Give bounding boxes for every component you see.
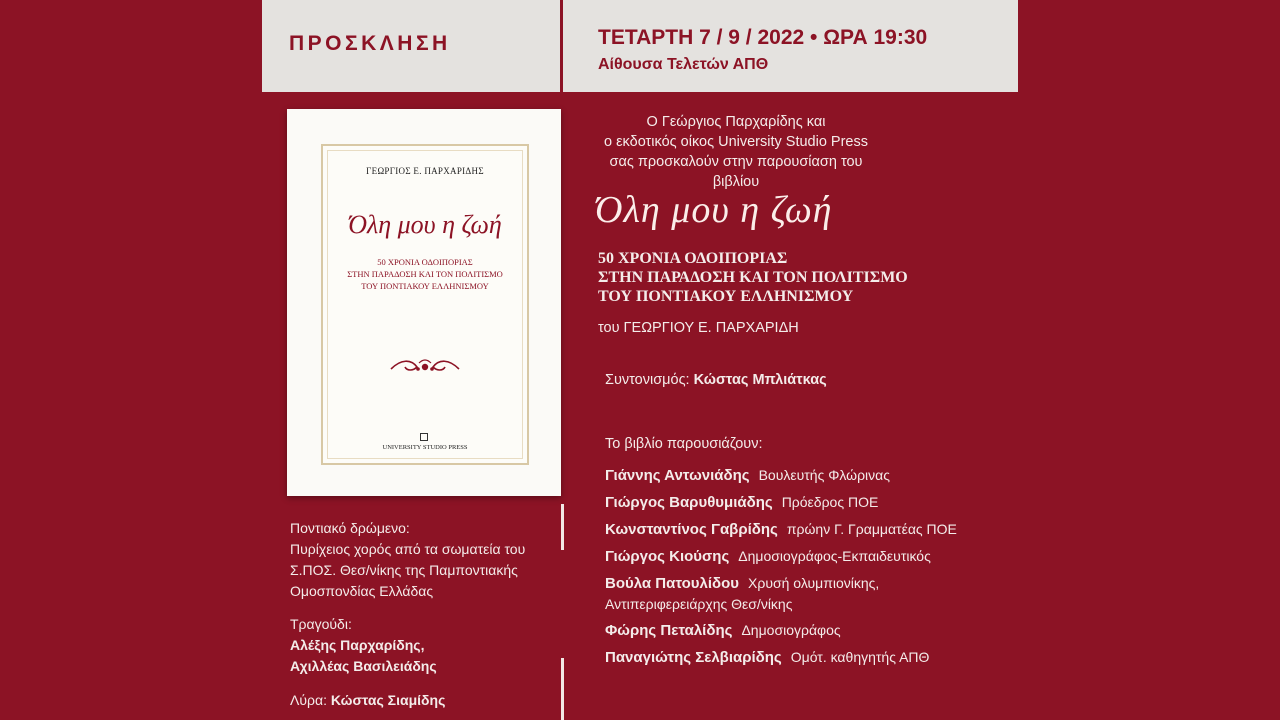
presenter-item	[605, 492, 1005, 513]
book-subtitle-line: ΣΤΗΝ ΠΑΡΑΔΟΣΗ ΚΑΙ ΤΟΝ ΠΟΛΙΤΙΣΜΟ	[598, 269, 908, 286]
intro-line: ο εκδοτικός οίκος University Studio Press	[604, 134, 868, 150]
cover-publisher: UNIVERSITY STUDIO PRESS	[382, 444, 468, 451]
presenter-name: Φώρης Πεταλίδης	[605, 622, 733, 639]
book-title: Όλη μου η ζωή	[595, 189, 833, 231]
publisher-logo-icon	[420, 433, 428, 441]
song-block	[290, 614, 560, 677]
presenter-item	[605, 519, 1005, 540]
coordination	[605, 372, 827, 388]
cover-author: ΓΕΩΡΓΙΟΣ Ε. ΠΑΡΧΑΡΙΔΗΣ	[366, 166, 484, 176]
presenter-name: Παναγιώτης Σελβιαρίδης	[605, 649, 782, 666]
cover-frame	[321, 144, 529, 465]
event-date-time: ΤΕΤΑΡΤΗ 7 / 9 / 2022 • ΩΡΑ 19:30	[598, 26, 928, 49]
presenter-name: Κωνσταντίνος Γαβρίδης	[605, 521, 778, 538]
header-divider	[560, 0, 563, 92]
presenter-item	[605, 573, 1005, 614]
presenter-name: Γιάννης Αντωνιάδης	[605, 467, 750, 484]
cover-subtitle	[333, 256, 517, 292]
dance-line: Σ.ΠΟΣ. Θεσ/νίκης της Παμποντιακής	[290, 562, 518, 578]
dance-line: Ομοσπονδίας Ελλάδας	[290, 583, 434, 599]
column-divider	[561, 504, 564, 550]
invitation-intro	[586, 112, 886, 192]
cover-title: Όλη μου η ζωή	[348, 210, 502, 239]
dance-label: Ποντιακό δρώμενο:	[290, 520, 410, 536]
right-margin	[1018, 0, 1280, 720]
presenter-role: Δημοσιογράφος	[741, 622, 841, 638]
coordinator-name: Κώστας Μπλιάτκας	[693, 372, 827, 388]
book-cover-image	[287, 109, 561, 496]
presenter-item	[605, 620, 1005, 641]
presenter-item	[605, 546, 1005, 567]
presenter-name: Γιώργος Βαρυθυμιάδης	[605, 494, 773, 511]
presenter-item	[605, 465, 1005, 486]
book-author: του ΓΕΩΡΓΙΟΥ Ε. ΠΑΡΧΑΡΙΔΗ	[598, 320, 799, 336]
book-subtitle-line: ΤΟΥ ΠΟΝΤΙΑΚΟΥ ΕΛΛΗΝΙΣΜΟΥ	[598, 288, 854, 305]
cover-subtitle-line: ΣΤΗΝ ΠΑΡΑΔΟΣΗ ΚΑΙ ΤΟΝ ΠΟΛΙΤΙΣΜΟ	[347, 269, 503, 279]
lyra-player-name: Κώστας Σιαμίδης	[330, 692, 446, 708]
presenter-name: Γιώργος Κιούσης	[605, 548, 730, 565]
singer-name: Αχιλλέας Βασιλειάδης	[290, 658, 437, 674]
cover-inner-border	[327, 150, 523, 459]
column-divider	[561, 658, 564, 720]
lyra-label: Λύρα:	[290, 692, 327, 708]
ornament-icon	[389, 355, 461, 377]
presenter-role: Πρόεδρος ΠΟΕ	[781, 494, 879, 510]
song-label: Τραγούδι:	[290, 616, 352, 632]
presenter-role: πρώην Γ. Γραμματέας ΠΟΕ	[786, 521, 957, 537]
book-subtitle-line: 50 ΧΡΟΝΙΑ ΟΔΟΙΠΟΡΙΑΣ	[598, 250, 788, 267]
left-margin	[0, 0, 262, 720]
presenter-role: Δημοσιογράφος-Εκπαιδευτικός	[738, 548, 931, 564]
presenters-list	[605, 465, 1005, 674]
dance-line: Πυρίχειος χορός από τα σωματεία του	[290, 541, 526, 557]
intro-line: Ο Γεώργιος Παρχαρίδης και	[646, 114, 826, 130]
dance-block	[290, 518, 560, 602]
presenter-role: Βουλευτής Φλώρινας	[758, 467, 891, 483]
presenter-role: Ομότ. καθηγητής ΑΠΘ	[790, 649, 930, 665]
event-venue: Αίθουσα Τελετών ΑΠΘ	[598, 56, 769, 73]
lyra-block	[290, 690, 560, 711]
coordination-label: Συντονισμός:	[605, 372, 690, 388]
book-subtitle	[598, 249, 908, 306]
cover-subtitle-line: 50 ΧΡΟΝΙΑ ΟΔΟΙΠΟΡΙΑΣ	[377, 257, 473, 267]
intro-line: σας προσκαλούν στην παρουσίαση του βιβλίου	[609, 154, 863, 190]
cover-subtitle-line: ΤΟΥ ΠΟΝΤΙΑΚΟΥ ΕΛΛΗΝΙΣΜΟΥ	[361, 281, 489, 291]
presenter-item	[605, 647, 1005, 668]
presenters-heading: Το βιβλίο παρουσιάζουν:	[605, 436, 763, 452]
presenter-role-line2: Αντιπεριφερειάρχης Θεσ/νίκης	[605, 596, 793, 612]
presenter-name: Βούλα Πατουλίδου	[605, 575, 739, 592]
singer-name: Αλέξης Παρχαρίδης,	[290, 637, 425, 653]
presenter-role: Χρυσή ολυμπιονίκης,	[748, 575, 880, 591]
invite-title: ΠΡΟΣΚΛΗΣΗ	[289, 32, 451, 55]
